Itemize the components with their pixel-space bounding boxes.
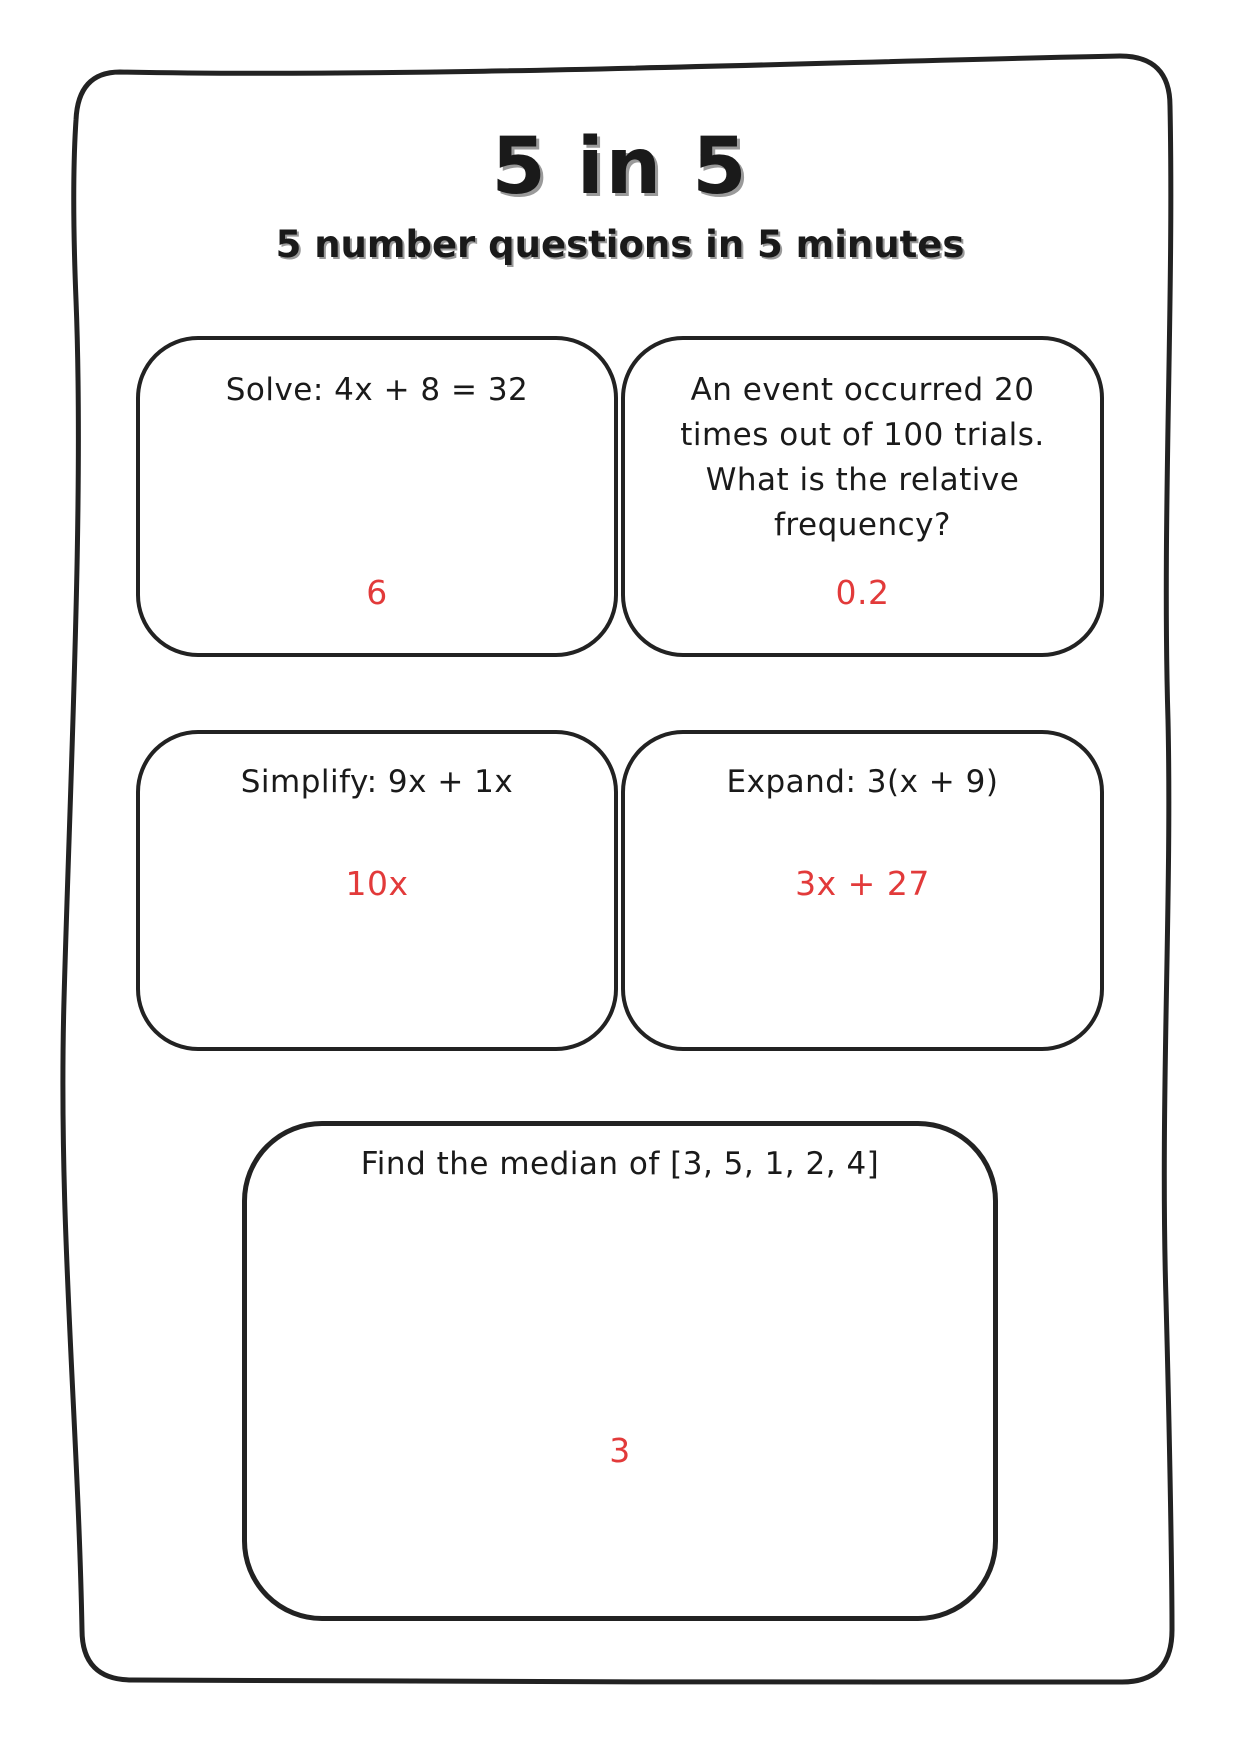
answer-text: 3x + 27 xyxy=(795,864,930,903)
answer-text: 0.2 xyxy=(835,573,890,612)
question-card-4 xyxy=(621,730,1104,1051)
answer-text: 10x xyxy=(345,864,409,903)
question-text: Expand: 3(x + 9) xyxy=(726,764,999,800)
question-card-1 xyxy=(136,336,618,657)
page-subtitle: 5 number questions in 5 minutes xyxy=(275,223,965,266)
page-title: 5 in 5 xyxy=(491,122,749,212)
answer-text: 6 xyxy=(366,573,388,612)
question-text: Solve: 4x + 8 = 32 xyxy=(225,372,529,408)
question-card-3 xyxy=(136,730,618,1051)
question-text: Find the median of [3, 5, 1, 2, 4] xyxy=(360,1146,880,1182)
question-text: Simplify: 9x + 1x xyxy=(240,764,514,800)
question-card-5 xyxy=(242,1121,998,1621)
question-text: An event occurred 20 times out of 100 trials. What is the relative frequency? xyxy=(680,372,1045,543)
question-card-2 xyxy=(621,336,1104,657)
answer-text: 3 xyxy=(609,1431,631,1470)
